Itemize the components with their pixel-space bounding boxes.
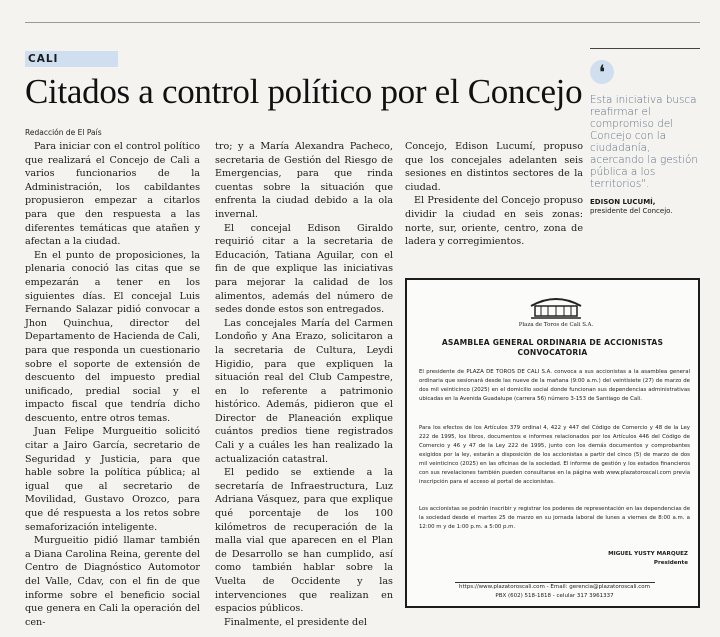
advertisement-notice	[405, 278, 700, 608]
paragraph: Concejo, Edison Lucumí, propuso que los concejales adelanten seis sesiones en distintos sectores de la ciudad.	[405, 141, 583, 193]
paragraph: Finalmente, el presidente del	[224, 616, 367, 628]
signature-role: Presidente	[653, 560, 688, 566]
quote-text: Esta iniciativa busca reafirmar el compromiso del Concejo con la ciudadanía, acercando la gestión pública a los territorios".	[590, 94, 698, 190]
pull-quote	[590, 60, 700, 216]
logo-caption: Plaza de Toros de Cali S.A.	[518, 322, 594, 328]
top-rule	[25, 22, 700, 23]
headline: Citados a control político por el Concejo	[25, 72, 583, 111]
paragraph: tro; y a María Alexandra Pacheco, secretaria de Gestión del Riesgo de Emergencias, para que rinda cuentas sobre la situación que enfrenta la ciudad debido a la ola invernal.	[215, 141, 393, 220]
paragraph: Las concejales María del Carmen Londoño y Ana Erazo, solicitaron a la secretaria de Cultura, Leydi Higidio, para que expliquen la situación real del Club Campestre, en lo referente a patrimonio histórico. Además, pidieron que el Director de Planeación explique cuántos predios tiene registrados Cali y a cuáles les han realizado la actualización catastral.	[215, 317, 393, 465]
article-column-2	[215, 140, 393, 629]
paragraph: En el punto de proposiciones, la plenaria conoció las citas que se empezarán a tener en los siguientes días. El concejal Luis Fernando Salazar pidió convocar a Jhon Quinchua, director del Departamento de Hacienda de Cali, para que responda un cuestionario sobre el soporte de extensión de descuento del impuesto predial unificado, predial social y el impacto fiscal que tendría dicho descuento, entre otros temas.	[25, 249, 200, 424]
ad-title-line: ASAMBLEA GENERAL ORDINARIA DE ACCIONISTAS	[441, 338, 664, 347]
ad-contact-web: https://www.plazatoroscali.com - Email: gerencia@plazatoroscali.com	[458, 584, 651, 590]
bullring-logo-icon	[527, 292, 585, 322]
paragraph: Para iniciar con el control político que realizará el Concejo de Cali a varios funcionarios de la Administración, los cabildantes propusieron empezar a citarlos para que den respuesta a las diferentes temáticas que atañen y afectan a la ciudad.	[25, 141, 200, 248]
paragraph: Murgueitio pidió llamar también a Diana Carolina Reina, gerente del Centro de Diagnóstico Automotor del Valle, Cdav, con el fin de que informe sobre el beneficio social que genera en Cali la operación del cen-	[25, 535, 200, 628]
paragraph: El Presidente del Concejo propuso dividir la ciudad en seis zonas: norte, sur, oriente, centro, zona de ladera y corregimientos.	[405, 195, 583, 248]
quote-top-rule	[590, 48, 700, 49]
paragraph: El concejal Edison Giraldo requirió citar a la secretaria de Educación, Tatiana Aguilar, con el fin de que explique las iniciativas para mejorar la calidad de los alimentos, además del número de sedes donde estos son entregados.	[215, 222, 393, 316]
quote-mark-icon: ❛	[590, 60, 614, 84]
ad-subtitle: CONVOCATORIA	[517, 347, 588, 357]
byline: Redacción de El País	[25, 128, 102, 137]
paragraph: El pedido se extiende a la secretaría de Infraestructura, Luz Adriana Vásquez, para que explique qué porcentaje de los 100 kilómetros de recuperación de la malla vial que aparecen en el Plan de Desarrollo se han cumplido, así como también hablar sobre la Vuelta de Occidente y las intervenciones que realizan en espacios públicos.	[215, 467, 393, 615]
ad-footer	[447, 582, 662, 601]
article-column-1	[25, 140, 200, 629]
signature-name: MIGUEL YUSTY MARQUEZ	[608, 551, 688, 557]
article-column-3	[405, 140, 583, 249]
ad-paragraph: Los accionistas se podrán inscribir y registrar los poderes de representación en las dependencias de la sociedad desde el martes 25 de marzo en su jornada laboral de lunes a viernes de 8:00 a.m. a 12:00 m y de 1:00 p.m. a 5:00 p.m.	[419, 506, 691, 530]
ad-title	[413, 338, 692, 357]
quote-role: presidente del Concejo.	[590, 207, 673, 215]
ad-paragraph: El presidente de PLAZA DE TOROS DE CALI S.A. convoca a sus accionistas a la asamblea general ordinaria que sesionará desde las nueve de la mañana (9:00 a.m.) del veintisiete (27) de marzo de dos mil veinticinco (2025) en el domicilio social donde funcionan sus dependencias administrativas ubicadas en la Avenida Guadalupe (carrera 56) número 3-153 de Santiago de Cali.	[419, 369, 690, 402]
ad-paragraph: Para los efectos de los Artículos 379 ordinal 4, 422 y 447 del Código de Comercio y 48 de la Ley 222 de 1995, los libros, documentos e informes relacionados por los Artículos 446 del Código de Comercio y 46 y 47 de la Ley 222 de 1995, junto con los demás documentos y comprobantes exigidos por la ley, estarán a disposición de los accionistas a partir del cinco (5) de marzo de dos mil veinticinco (2025) en las oficinas de la sociedad. El informe de gestión y los estados financieros con sus revelaciones también pueden consultarse en la página web www.plazatoroscali.com previa inscripción para el acceso al portal de accionistas.	[419, 425, 690, 485]
quote-author: EDISON LUCUMÍ,	[590, 198, 656, 206]
paragraph: Juan Felipe Murgueitio solicitó citar a Jairo García, secretario de Seguridad y Justicia, para que hable sobre la política pública; al igual que al secretario de Movilidad, Gustavo Orozco, para que dé respuesta a los retos sobre semaforización inteligente.	[25, 426, 200, 533]
ad-contact-phone: PBX (602) 518-1818 - celular 317 3961337	[495, 593, 614, 599]
ad-signature	[608, 550, 688, 568]
section-tag: CALI	[25, 51, 118, 67]
